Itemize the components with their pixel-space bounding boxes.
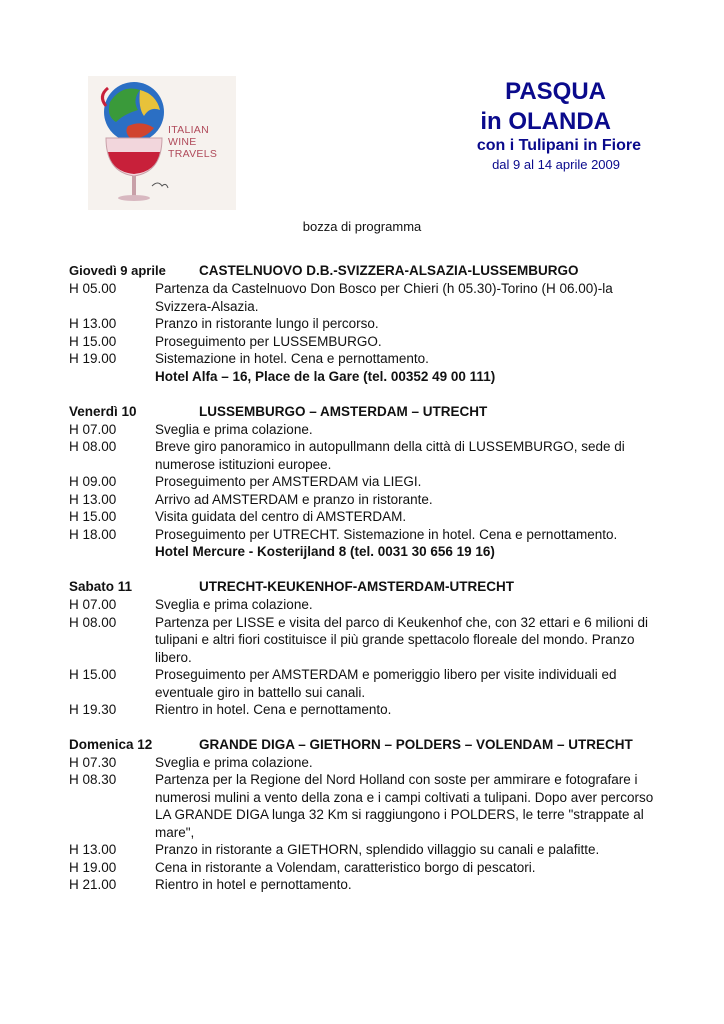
logo-word-2: WINE xyxy=(168,136,197,148)
schedule-text: Partenza per LISSE e visita del parco di Keukenhof che, con 32 ettari e 6 milioni di tulipani e altri fiori costituisce il più grande spettacolo floreale del mondo. Pranzo libero. xyxy=(155,614,649,665)
schedule-row xyxy=(69,701,669,719)
schedule-time: H 15.00 xyxy=(69,667,117,682)
schedule-row xyxy=(69,473,669,491)
day-route: GRANDE DIGA – GIETHORN – POLDERS – VOLENDAM – UTRECHT xyxy=(199,736,633,752)
day-label: Venerdì 10 xyxy=(69,403,137,419)
logo-word-3: TRAVELS xyxy=(168,148,218,160)
schedule-row xyxy=(69,614,669,667)
schedule-row xyxy=(69,754,669,772)
schedule-time: H 05.00 xyxy=(69,281,117,296)
day-route: CASTELNUOVO D.B.-SVIZZERA-ALSAZIA-LUSSEMBURGO xyxy=(199,263,579,278)
title-line-2: in OLANDA xyxy=(480,108,611,135)
schedule-time: H 18.00 xyxy=(69,526,117,542)
day-route: LUSSEMBURGO – AMSTERDAM – UTRECHT xyxy=(199,403,488,419)
schedule-text: Sveglia e prima colazione. xyxy=(155,754,313,770)
schedule-time: H 15.00 xyxy=(69,333,117,349)
schedule-text: Proseguimento per LUSSEMBURGO. xyxy=(155,333,382,349)
schedule-row xyxy=(69,771,669,841)
italian-wine-travels-logo xyxy=(88,76,236,210)
title-line-1: PASQUA xyxy=(505,78,606,105)
schedule-row xyxy=(69,333,669,351)
schedule-row xyxy=(69,526,669,544)
schedule-text: Partenza da Castelnuovo Don Bosco per Chieri (h 05.30)-Torino (H 06.00)-la Svizzera-Alsazia. xyxy=(155,281,613,314)
logo-wordmark xyxy=(168,124,238,160)
schedule-text: Rientro in hotel e pernottamento. xyxy=(155,877,352,892)
schedule-text: Pranzo in ristorante lungo il percorso. xyxy=(155,316,379,331)
schedule-text: Sveglia e prima colazione. xyxy=(155,597,313,612)
day-header xyxy=(69,403,669,421)
hotel-info xyxy=(69,368,669,386)
day-label: Sabato 11 xyxy=(69,579,133,594)
schedule-text: Proseguimento per UTRECHT. Sistemazione in hotel. Cena e pernottamento. xyxy=(155,526,618,542)
schedule-row xyxy=(69,315,669,333)
schedule-time: H 19.00 xyxy=(69,351,117,366)
day-label: Giovedì 9 aprile xyxy=(69,263,166,278)
schedule-text: Pranzo in ristorante a GIETHORN, splendido villaggio su canali e palafitte. xyxy=(155,842,600,857)
hotel-text: Hotel Mercure - Kosterijland 8 (tel. 0031 30 656 19 16) xyxy=(155,544,495,559)
day-section xyxy=(69,262,669,386)
schedule-time: H 19.30 xyxy=(69,702,117,717)
day-label: Domenica 12 xyxy=(69,736,153,752)
day-section xyxy=(69,403,669,562)
schedule-text: Partenza per la Regione del Nord Holland con soste per ammirare e fotografare i numerosi mulini a vento della zona e i campi coltivati a tulipani. Dopo aver percorso LA GRANDE DIGA lunga 32 Km si raggiungono i POLDERS, le terre "strappate al mare", xyxy=(155,772,654,840)
schedule-row xyxy=(69,508,669,526)
schedule-time: H 07.00 xyxy=(69,597,117,612)
schedule-time: H 13.00 xyxy=(69,842,117,857)
schedule-time: H 08.00 xyxy=(69,614,117,630)
schedule-time: H 19.00 xyxy=(69,859,117,875)
schedule-text: Sveglia e prima colazione. xyxy=(155,421,313,437)
schedule-text: Proseguimento per AMSTERDAM e pomeriggio libero per visite individuali ed eventuale giro in battello sui canali. xyxy=(155,667,617,700)
schedule-text: Proseguimento per AMSTERDAM via LIEGI. xyxy=(155,474,422,489)
subtitle: con i Tulipani in Fiore xyxy=(476,137,641,154)
schedule-text: Rientro in hotel. Cena e pernottamento. xyxy=(155,702,392,717)
schedule-text: Sistemazione in hotel. Cena e pernottamento. xyxy=(155,351,429,366)
schedule-text: Visita guidata del centro di AMSTERDAM. xyxy=(155,509,407,524)
schedule-time: H 07.00 xyxy=(69,421,117,437)
schedule-time: H 13.00 xyxy=(69,316,117,331)
day-header xyxy=(69,736,669,754)
schedule-time: H 09.00 xyxy=(69,474,117,489)
schedule-row xyxy=(69,859,669,877)
day-section xyxy=(69,736,669,894)
schedule-time: H 08.30 xyxy=(69,772,117,787)
draft-label: bozza di programma xyxy=(302,219,422,234)
schedule-row xyxy=(69,841,669,859)
day-section xyxy=(69,578,669,719)
schedule-row xyxy=(69,491,669,509)
schedule-row xyxy=(69,666,669,701)
hotel-text: Hotel Alfa – 16, Place de la Gare (tel. 00352 49 00 111) xyxy=(155,368,496,384)
schedule-row xyxy=(69,438,669,473)
schedule-row xyxy=(69,421,669,439)
schedule-text: Cena in ristorante a Volendam, caratteristico borgo di pescatori. xyxy=(155,859,536,875)
day-header xyxy=(69,578,669,596)
trip-dates: dal 9 al 14 aprile 2009 xyxy=(492,157,620,172)
schedule-row xyxy=(69,350,669,368)
schedule-row xyxy=(69,596,669,614)
day-route: UTRECHT-KEUKENHOF-AMSTERDAM-UTRECHT xyxy=(199,579,514,594)
itinerary xyxy=(69,262,669,911)
schedule-time: H 21.00 xyxy=(69,877,117,892)
schedule-text: Breve giro panoramico in autopullmann della città di LUSSEMBURGO, sede di numerose istituzioni europee. xyxy=(155,439,625,472)
schedule-time: H 15.00 xyxy=(69,509,117,524)
schedule-row xyxy=(69,280,669,315)
hotel-info xyxy=(69,543,669,561)
schedule-time: H 13.00 xyxy=(69,491,117,507)
day-header xyxy=(69,262,669,280)
schedule-time: H 07.30 xyxy=(69,754,117,770)
schedule-text: Arrivo ad AMSTERDAM e pranzo in ristorante. xyxy=(155,491,433,507)
schedule-row xyxy=(69,876,669,894)
logo-word-1: ITALIAN xyxy=(168,124,209,136)
schedule-time: H 08.00 xyxy=(69,439,117,454)
